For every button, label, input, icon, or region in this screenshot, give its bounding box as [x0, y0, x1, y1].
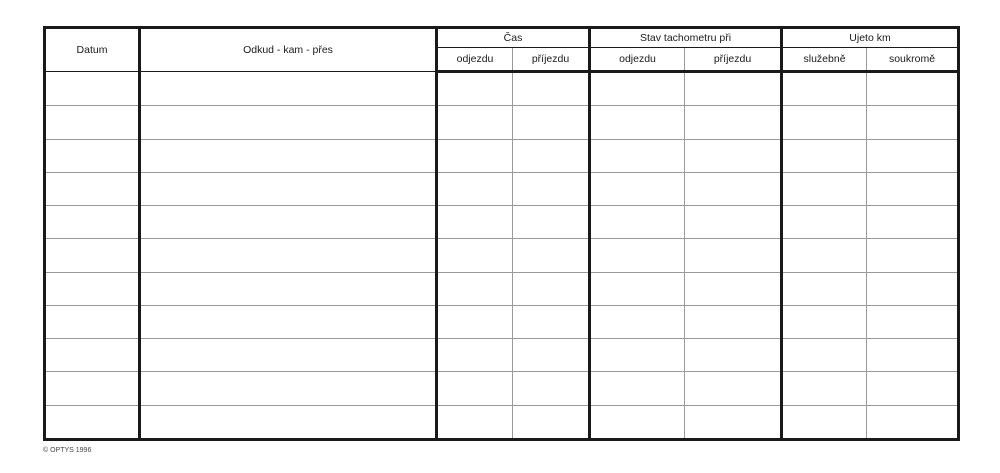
log-cell[interactable] [867, 72, 959, 106]
log-cell[interactable] [782, 239, 867, 272]
log-cell[interactable] [590, 139, 685, 172]
copyright-notice: © OPTYS 1996 [43, 447, 92, 454]
log-cell[interactable] [513, 72, 590, 106]
log-cell[interactable] [513, 172, 590, 205]
travel-log-rows [45, 72, 959, 440]
log-cell[interactable] [437, 72, 513, 106]
log-cell[interactable] [782, 405, 867, 439]
log-cell[interactable] [437, 339, 513, 372]
log-cell[interactable] [45, 172, 140, 205]
log-cell[interactable] [782, 339, 867, 372]
log-cell[interactable] [437, 372, 513, 405]
log-cell[interactable] [140, 339, 437, 372]
log-cell[interactable] [867, 172, 959, 205]
log-cell[interactable] [513, 339, 590, 372]
log-cell[interactable] [140, 272, 437, 305]
log-cell[interactable] [513, 206, 590, 239]
log-cell[interactable] [437, 272, 513, 305]
log-cell[interactable] [45, 106, 140, 139]
log-cell[interactable] [685, 339, 782, 372]
log-cell[interactable] [45, 339, 140, 372]
travel-log-table [43, 26, 960, 441]
log-cell[interactable] [513, 106, 590, 139]
log-cell[interactable] [437, 106, 513, 139]
header-cas-prijezdu: příjezdu [513, 48, 590, 72]
log-cell[interactable] [782, 272, 867, 305]
log-cell[interactable] [45, 305, 140, 338]
log-cell[interactable] [867, 339, 959, 372]
log-cell[interactable] [685, 106, 782, 139]
log-row [45, 172, 959, 205]
log-cell[interactable] [140, 372, 437, 405]
log-cell[interactable] [685, 305, 782, 338]
header-km: Ujeto km [782, 28, 959, 48]
log-cell[interactable] [437, 172, 513, 205]
log-cell[interactable] [513, 372, 590, 405]
header-km-sluzebne: služebně [782, 48, 867, 72]
log-cell[interactable] [867, 206, 959, 239]
log-cell[interactable] [140, 139, 437, 172]
log-cell[interactable] [513, 239, 590, 272]
log-cell[interactable] [140, 172, 437, 205]
header-cas-odjezdu: odjezdu [437, 48, 513, 72]
log-cell[interactable] [685, 172, 782, 205]
header-route: Odkud - kam - přes [140, 28, 437, 72]
log-cell[interactable] [140, 239, 437, 272]
log-cell[interactable] [685, 206, 782, 239]
log-cell[interactable] [782, 372, 867, 405]
header-tacho-odjezdu: odjezdu [590, 48, 685, 72]
log-cell[interactable] [782, 206, 867, 239]
log-cell[interactable] [685, 405, 782, 439]
log-cell[interactable] [590, 206, 685, 239]
log-row [45, 405, 959, 439]
log-cell[interactable] [782, 172, 867, 205]
header-tacho: Stav tachometru při [590, 28, 782, 48]
log-cell[interactable] [685, 139, 782, 172]
log-cell[interactable] [590, 106, 685, 139]
log-row [45, 339, 959, 372]
log-cell[interactable] [590, 405, 685, 439]
log-row [45, 372, 959, 405]
log-cell[interactable] [45, 139, 140, 172]
log-cell[interactable] [45, 239, 140, 272]
log-row [45, 239, 959, 272]
log-cell[interactable] [45, 405, 140, 439]
header-cas: Čas [437, 28, 590, 48]
log-cell[interactable] [140, 106, 437, 139]
log-cell[interactable] [590, 72, 685, 106]
log-cell[interactable] [45, 72, 140, 106]
log-cell[interactable] [867, 305, 959, 338]
log-row [45, 72, 959, 106]
log-cell[interactable] [513, 272, 590, 305]
log-cell[interactable] [590, 372, 685, 405]
log-row [45, 272, 959, 305]
log-cell[interactable] [437, 405, 513, 439]
log-cell[interactable] [437, 139, 513, 172]
log-cell[interactable] [437, 305, 513, 338]
log-cell[interactable] [782, 305, 867, 338]
log-cell[interactable] [513, 405, 590, 439]
log-cell[interactable] [685, 372, 782, 405]
log-cell[interactable] [867, 139, 959, 172]
log-cell[interactable] [867, 239, 959, 272]
log-cell[interactable] [140, 206, 437, 239]
log-cell[interactable] [45, 206, 140, 239]
log-row [45, 206, 959, 239]
log-cell[interactable] [590, 172, 685, 205]
log-cell[interactable] [140, 305, 437, 338]
log-cell[interactable] [590, 239, 685, 272]
log-cell[interactable] [590, 339, 685, 372]
header-km-soukrome: soukromě [867, 48, 959, 72]
log-cell[interactable] [437, 206, 513, 239]
log-row [45, 106, 959, 139]
log-cell[interactable] [140, 72, 437, 106]
log-cell[interactable] [45, 372, 140, 405]
log-cell[interactable] [45, 272, 140, 305]
log-cell[interactable] [782, 139, 867, 172]
log-cell[interactable] [590, 305, 685, 338]
log-cell[interactable] [867, 272, 959, 305]
log-cell[interactable] [782, 72, 867, 106]
log-row [45, 139, 959, 172]
log-cell[interactable] [513, 139, 590, 172]
log-row [45, 305, 959, 338]
log-cell[interactable] [685, 72, 782, 106]
log-cell[interactable] [140, 405, 437, 439]
log-cell[interactable] [685, 272, 782, 305]
header-tacho-prijezdu: příjezdu [685, 48, 782, 72]
header-datum: Datum [45, 28, 140, 72]
log-cell[interactable] [867, 372, 959, 405]
log-cell[interactable] [867, 106, 959, 139]
log-cell[interactable] [437, 239, 513, 272]
log-cell[interactable] [782, 106, 867, 139]
travel-log-form [43, 26, 957, 441]
log-cell[interactable] [685, 239, 782, 272]
log-cell[interactable] [590, 272, 685, 305]
log-cell[interactable] [867, 405, 959, 439]
log-cell[interactable] [513, 305, 590, 338]
